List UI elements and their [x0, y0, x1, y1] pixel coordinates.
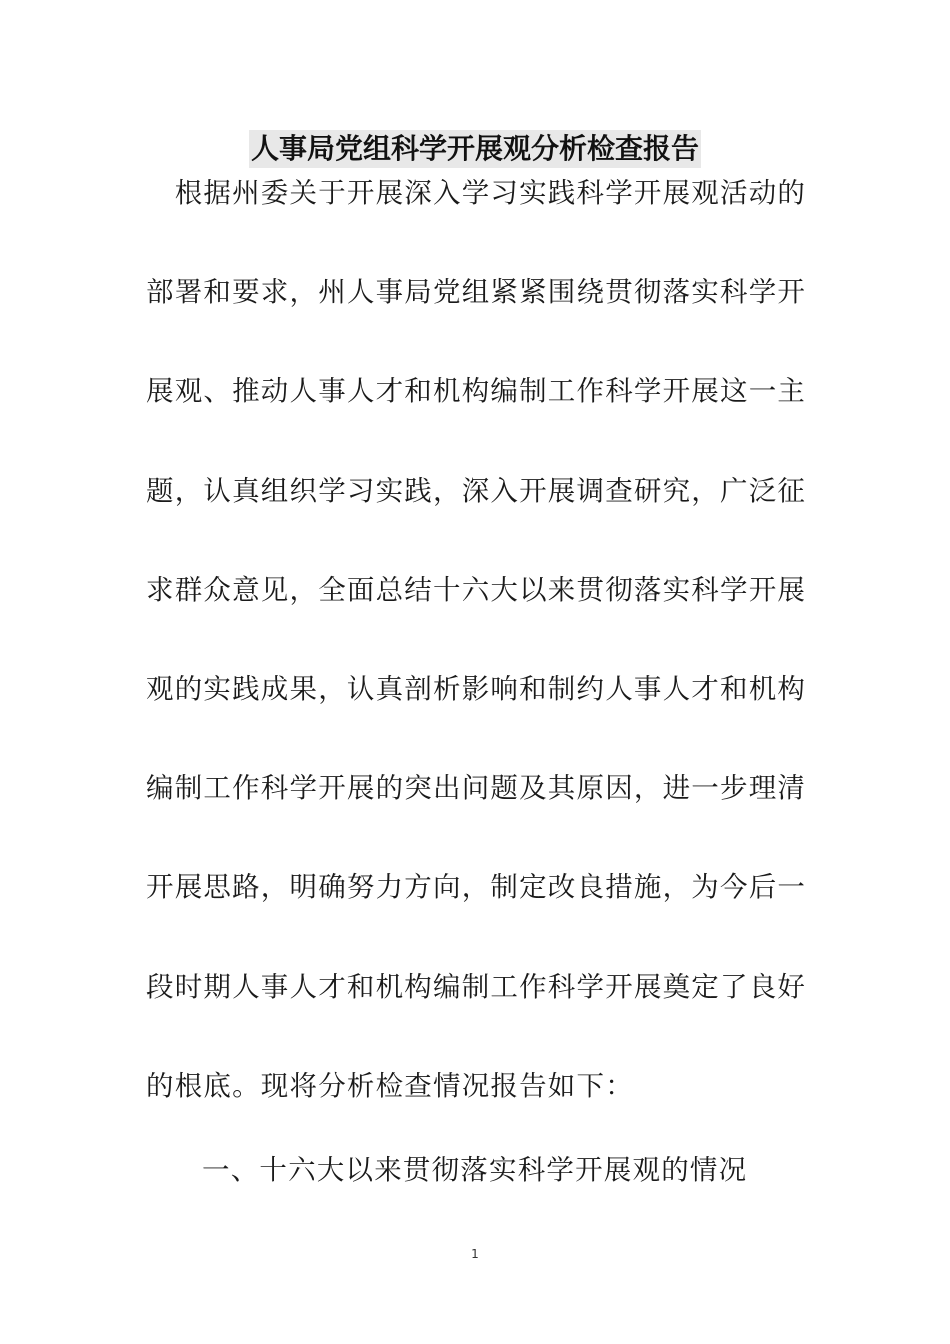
paragraph-line: 题，认真组织学习实践，深入开展调查研究，广泛征: [146, 474, 806, 507]
body-paragraph: [146, 172, 806, 1164]
paragraph-line: 段时期人事人才和机构编制工作科学开展奠定了良好: [146, 970, 806, 1003]
section-heading: 一、十六大以来贯彻落实科学开展观的情况: [202, 1154, 748, 1186]
document-title: 人事局党组科学开展观分析检查报告: [249, 130, 701, 168]
paragraph-line: 观的实践成果，认真剖析影响和制约人事人才和机构: [146, 672, 806, 705]
paragraph-line: 开展思路，明确努力方向，制定改良措施，为今后一: [146, 871, 806, 904]
paragraph-line: 求群众意见，全面总结十六大以来贯彻落实科学开展: [146, 573, 806, 606]
paragraph-line: 编制工作科学开展的突出问题及其原因，进一步理清: [146, 772, 806, 805]
paragraph-line: 展观、推动人事人才和机构编制工作科学开展这一主: [146, 375, 806, 408]
paragraph-line: 的根底。现将分析检查情况报告如下：: [146, 1069, 634, 1102]
paragraph-line: 根据州委关于开展深入学习实践科学开展观活动的: [146, 177, 806, 209]
paragraph-line: 部署和要求，州人事局党组紧紧围绕贯彻落实科学开: [146, 276, 806, 309]
page-number: 1: [471, 1247, 479, 1261]
